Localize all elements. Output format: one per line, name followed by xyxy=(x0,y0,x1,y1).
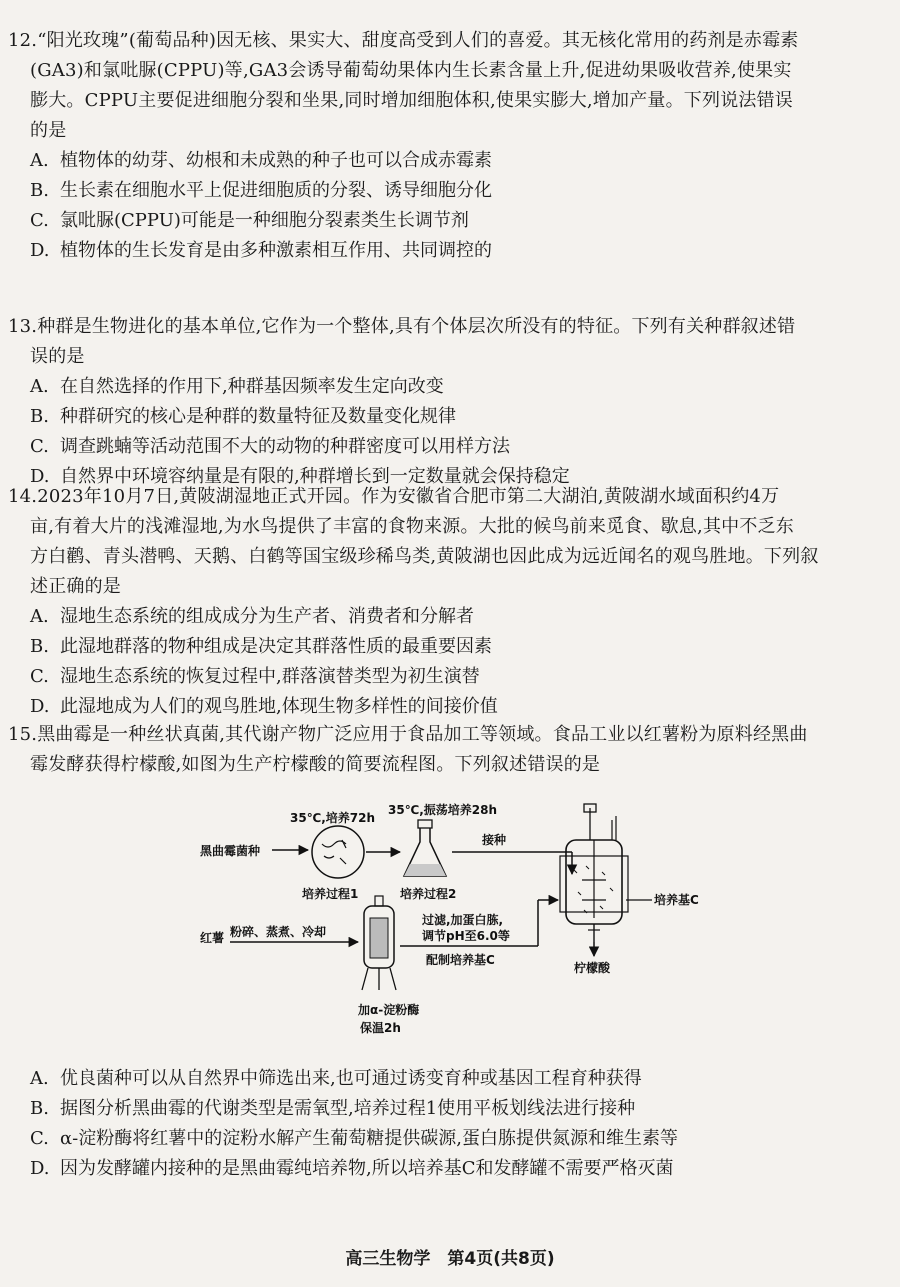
citric-acid-flow-diagram xyxy=(190,800,710,1050)
question-14 xyxy=(8,482,888,722)
option-key: B. xyxy=(30,1098,49,1119)
question-stem-line: 的是 xyxy=(30,120,67,141)
option-text: 优良菌种可以从自然界中筛选出来,也可通过诱变育种或基因工程育种获得 xyxy=(60,1068,642,1089)
question-12 xyxy=(8,26,888,266)
question-stem-line: 误的是 xyxy=(30,346,85,367)
option-text: 湿地生态系统的恢复过程中,群落演替类型为初生演替 xyxy=(60,666,480,687)
option-text: 调查跳蝻等活动范围不大的动物的种群密度可以用样方法 xyxy=(60,436,510,457)
culture-process-2-label: 培养过程2 xyxy=(400,887,457,901)
option-text: 此湿地成为人们的观鸟胜地,体现生物多样性的间接价值 xyxy=(60,696,498,717)
medium-c-label: 培养基C xyxy=(654,893,699,907)
option-d xyxy=(8,236,888,266)
option-a xyxy=(8,146,888,176)
option-key: C. xyxy=(30,1128,49,1149)
petri-dish-icon xyxy=(312,826,364,878)
inoculate-label: 接种 xyxy=(482,833,507,847)
option-text: 生长素在细胞水平上促进细胞质的分裂、诱导细胞分化 xyxy=(60,180,492,201)
option-text: 氯吡脲(CPPU)可能是一种细胞分裂素类生长调节剂 xyxy=(60,210,469,231)
question-stem-line: 12.“阳光玫瑰”(葡萄品种)因无核、果实大、甜度高受到人们的喜爱。其无核化常用的药剂是赤霉素 xyxy=(8,30,799,51)
option-c xyxy=(8,662,888,692)
question-15-options xyxy=(8,1064,888,1184)
culture-process-1-label: 培养过程1 xyxy=(302,887,359,901)
question-stem-line: 霉发酵获得柠檬酸,如图为生产柠檬酸的简要流程图。下列叙述错误的是 xyxy=(30,754,601,775)
option-key: D. xyxy=(30,466,50,487)
option-key: C. xyxy=(30,666,49,687)
question-13 xyxy=(8,312,888,492)
option-b xyxy=(8,402,888,432)
culture1-condition: 35℃,培养72h xyxy=(290,811,376,825)
option-a xyxy=(8,372,888,402)
add-amylase-label: 加α-淀粉酶 xyxy=(358,1003,420,1017)
option-key: A. xyxy=(30,606,49,627)
question-stem-line: 14.2023年10月7日,黄陂湖湿地正式开园。作为安徽省合肥市第二大湖泊,黄陂湖水域面积约4万 xyxy=(8,486,780,507)
option-key: B. xyxy=(30,406,49,427)
filter-step-line-2: 调节pH至6.0等 xyxy=(422,929,510,943)
option-text: 在自然选择的作用下,种群基因频率发生定向改变 xyxy=(60,376,444,397)
option-text: 自然界中环境容纳量是有限的,种群增长到一定数量就会保持稳定 xyxy=(60,466,570,487)
option-d xyxy=(8,1154,888,1184)
option-a xyxy=(8,1064,888,1094)
option-b xyxy=(8,1094,888,1124)
question-15 xyxy=(8,720,888,780)
question-stem-line: 述正确的是 xyxy=(30,576,121,597)
question-stem-line: 膨大。CPPU主要促进细胞分裂和坐果,同时增加细胞体积,使果实膨大,增加产量。下列说法错误 xyxy=(30,90,794,111)
option-text: α-淀粉酶将红薯中的淀粉水解产生葡萄糖提供碳源,蛋白胨提供氮源和维生素等 xyxy=(60,1128,678,1149)
question-stem-line: 亩,有着大片的浅滩湿地,为水鸟提供了丰富的食物来源。大批的候鸟前来觅食、歇息,其中不乏东 xyxy=(30,516,794,537)
prepare-medium-label: 配制培养基C xyxy=(426,953,495,967)
page-footer: 高三生物学 第4页(共8页) xyxy=(345,1249,555,1269)
option-key: C. xyxy=(30,210,49,231)
option-text: 植物体的生长发育是由多种激素相互作用、共同调控的 xyxy=(60,240,492,261)
option-key: B. xyxy=(30,636,49,657)
conical-flask-icon xyxy=(404,820,446,876)
citric-acid-label: 柠檬酸 xyxy=(574,961,611,975)
question-stem-line: (GA3)和氯吡脲(CPPU)等,GA3会诱导葡萄幼果体内生长素含量上升,促进幼果吸收营养,使果实 xyxy=(30,60,792,81)
option-a xyxy=(8,602,888,632)
question-stem-line: 方白鹳、青头潜鸭、天鹅、白鹤等国宝级珍稀鸟类,黄陂湖也因此成为远近闻名的观鸟胜地。下列叙 xyxy=(30,546,819,567)
option-key: D. xyxy=(30,1158,50,1179)
preprocess-label: 粉碎、蒸煮、冷却 xyxy=(230,925,327,939)
option-key: D. xyxy=(30,696,50,717)
option-c xyxy=(8,206,888,236)
option-key: C. xyxy=(30,436,49,457)
seed-label: 黑曲霉菌种 xyxy=(200,844,261,858)
filter-step-line-1: 过滤,加蛋白胨, xyxy=(422,913,504,927)
option-key: B. xyxy=(30,180,49,201)
option-text: 植物体的幼芽、幼根和未成熟的种子也可以合成赤霉素 xyxy=(60,150,492,171)
option-c xyxy=(8,432,888,462)
option-key: A. xyxy=(30,376,49,397)
option-b xyxy=(8,176,888,206)
option-c xyxy=(8,1124,888,1154)
option-text: 因为发酵罐内接种的是黑曲霉纯培养物,所以培养基C和发酵罐不需要严格灭菌 xyxy=(60,1158,674,1179)
culture2-condition: 35℃,振荡培养28h xyxy=(388,803,498,817)
option-text: 种群研究的核心是种群的数量特征及数量变化规律 xyxy=(60,406,456,427)
option-key: A. xyxy=(30,1068,49,1089)
option-text: 湿地生态系统的组成成分为生产者、消费者和分解者 xyxy=(60,606,474,627)
fermenter-icon xyxy=(560,804,628,942)
option-b xyxy=(8,632,888,662)
option-key: A. xyxy=(30,150,49,171)
saccharification-tank-icon xyxy=(362,896,396,990)
sweet-potato-label: 红薯 xyxy=(200,931,225,945)
option-text: 此湿地群落的物种组成是决定其群落性质的最重要因素 xyxy=(60,636,492,657)
option-text: 据图分析黑曲霉的代谢类型是需氧型,培养过程1使用平板划线法进行接种 xyxy=(60,1098,636,1119)
question-stem-line: 15.黑曲霉是一种丝状真菌,其代谢产物广泛应用于食品加工等领域。食品工业以红薯粉为原料经黑曲 xyxy=(8,724,808,745)
question-stem-line: 13.种群是生物进化的基本单位,它作为一个整体,具有个体层次所没有的特征。下列有关种群叙述错 xyxy=(8,316,796,337)
option-key: D. xyxy=(30,240,50,261)
keep-warm-label: 保温2h xyxy=(360,1021,401,1035)
option-d xyxy=(8,692,888,722)
